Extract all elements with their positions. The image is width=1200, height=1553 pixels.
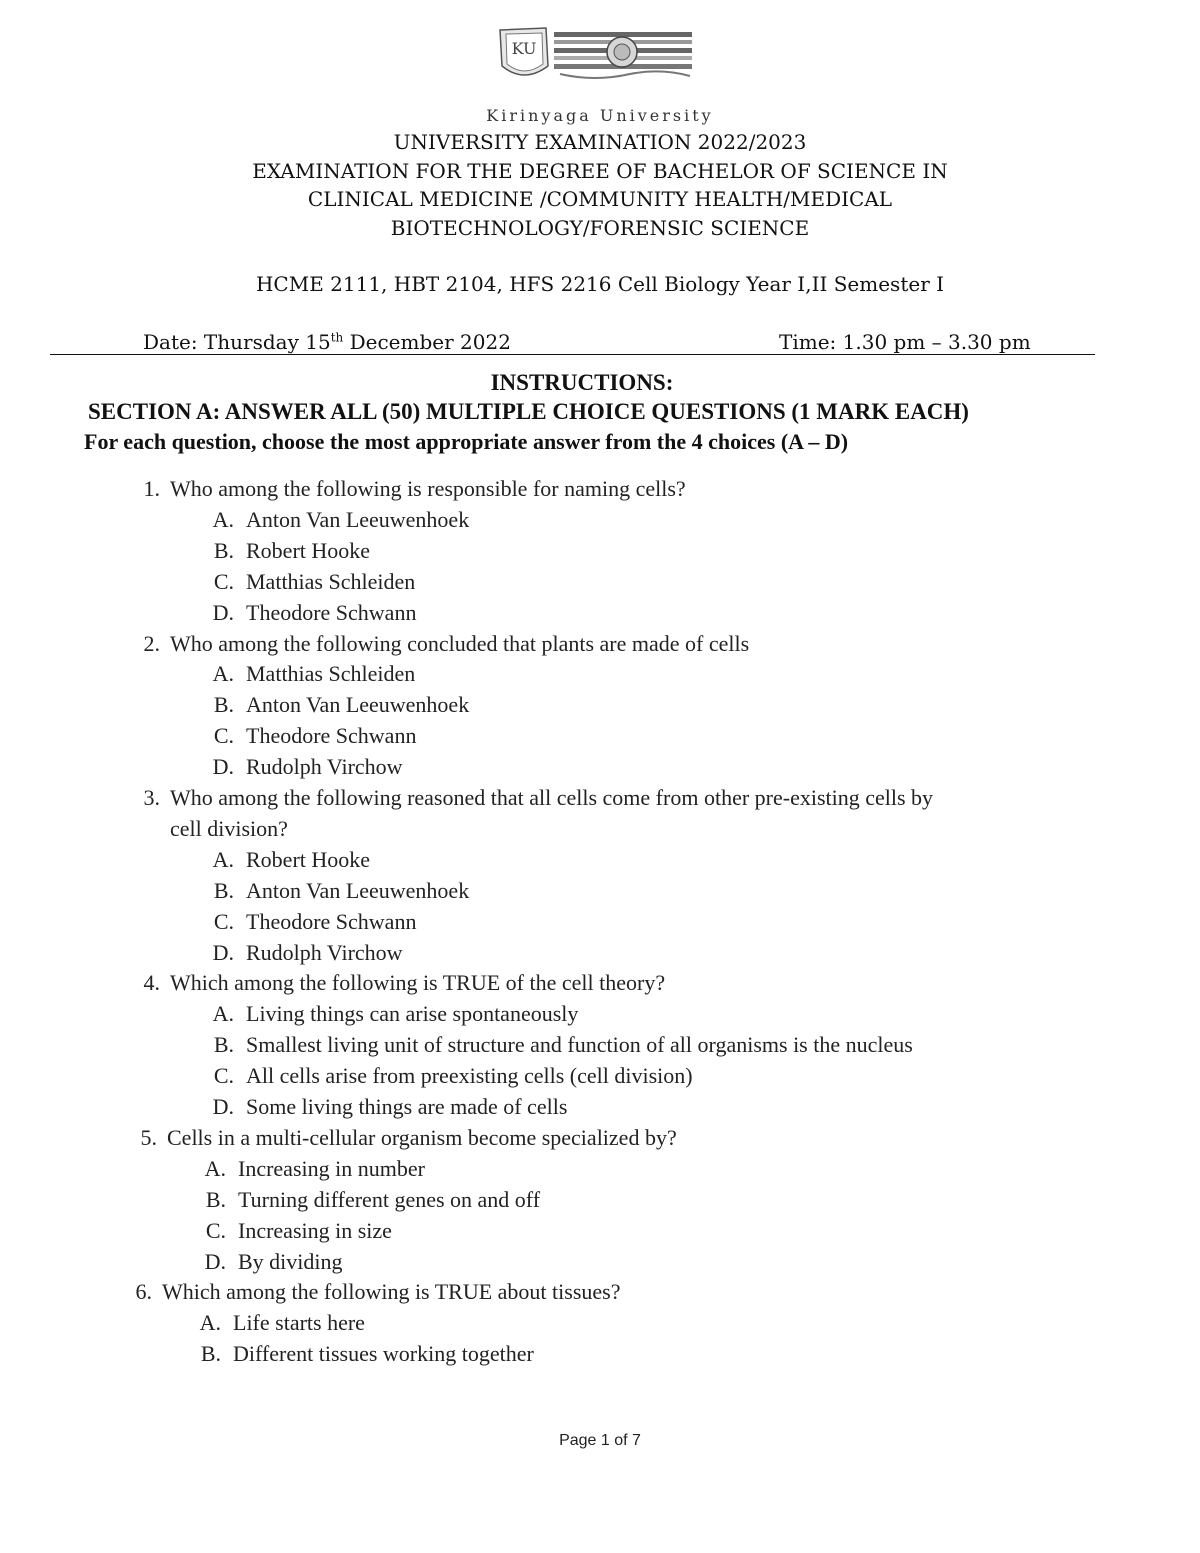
question-number: 4.: [143, 970, 160, 996]
option-text: Theodore Schwann: [246, 723, 417, 749]
option-letter: A.: [212, 506, 234, 532]
option-text: Matthias Schleiden: [246, 568, 416, 594]
option-letter: D.: [212, 599, 234, 625]
option-letter: C.: [213, 568, 234, 594]
page-number: Page 1 of 7: [559, 1432, 641, 1449]
course-line: HCME 2111, HBT 2104, HFS 2216 Cell Biology Year I,II Semester I: [255, 272, 945, 296]
option-text: Anton Van Leeuwenhoek: [246, 692, 470, 718]
option-text: Increasing in size: [238, 1217, 392, 1243]
option-letter: D.: [212, 939, 234, 965]
date-superscript: th: [330, 330, 344, 345]
question-text: Who among the following concluded that plants are made of cells: [170, 630, 750, 656]
header-divider: [50, 354, 1095, 355]
option-text: Robert Hooke: [246, 537, 371, 563]
option-text: Anton Van Leeuwenhoek: [246, 506, 470, 532]
option-letter: A.: [212, 846, 234, 872]
option-text: Different tissues working together: [233, 1341, 534, 1367]
option-text: Rudolph Virchow: [246, 754, 403, 780]
option-text: Living things can arise spontaneously: [246, 1001, 579, 1027]
section-heading: SECTION A: ANSWER ALL (50) MULTIPLE CHOICE QUESTIONS (1 MARK EACH): [88, 399, 969, 424]
header-line: UNIVERSITY EXAMINATION 2022/2023: [393, 130, 807, 154]
question-number: 6.: [135, 1279, 152, 1305]
question-text: Cells in a multi-cellular organism become specialized by?: [167, 1124, 677, 1150]
option-text: Theodore Schwann: [246, 908, 417, 934]
university-crest-icon: [490, 26, 700, 84]
option-letter: B.: [213, 537, 234, 563]
exam-time: Time: 1.30 pm – 3.30 pm: [779, 330, 1031, 354]
instructions-note: For each question, choose the most appropriate answer from the 4 choices (A – D): [84, 429, 849, 454]
header-line: CLINICAL MEDICINE /COMMUNITY HEALTH/MEDICAL: [307, 187, 893, 211]
option-letter: B.: [205, 1186, 226, 1212]
question-text: Which among the following is TRUE about tissues?: [162, 1279, 621, 1305]
option-letter: A.: [204, 1155, 226, 1181]
header-line: BIOTECHNOLOGY/FORENSIC SCIENCE: [390, 215, 810, 240]
option-text: Anton Van Leeuwenhoek: [246, 877, 470, 903]
option-text: Rudolph Virchow: [246, 939, 403, 965]
option-text: Smallest living unit of structure and function of all organisms is the nucleus: [246, 1032, 913, 1058]
option-letter: B.: [213, 1032, 234, 1058]
university-name: Kirinyaga University: [486, 106, 714, 125]
option-text: Some living things are made of cells: [246, 1094, 568, 1119]
instructions-title: INSTRUCTIONS:: [490, 370, 674, 395]
question-text: Who among the following reasoned that all cells come from other pre-existing cells by: [170, 785, 934, 810]
university-logo: [440, 26, 760, 125]
option-text: All cells arise from preexisting cells (cell division): [246, 1063, 693, 1089]
option-letter: A.: [212, 1001, 234, 1027]
svg-text:KU: KU: [511, 39, 537, 58]
option-letter: A.: [212, 661, 234, 687]
option-letter: C.: [213, 908, 234, 934]
date-prefix: Date: Thursday 15: [143, 330, 331, 354]
option-letter: D.: [212, 754, 234, 780]
date-suffix: December 2022: [343, 330, 511, 354]
option-text: Matthias Schleiden: [246, 661, 416, 687]
option-letter: D.: [204, 1248, 226, 1274]
option-letter: B.: [213, 692, 234, 718]
option-text: Life starts here: [233, 1310, 365, 1336]
option-letter: A.: [199, 1310, 221, 1336]
option-text: Theodore Schwann: [246, 599, 417, 625]
option-letter: D.: [212, 1094, 234, 1119]
option-letter: C.: [213, 1063, 234, 1089]
question-number: 1.: [143, 476, 160, 501]
question-number: 5.: [140, 1124, 157, 1150]
question-text: Which among the following is TRUE of the cell theory?: [170, 970, 666, 996]
option-text: Robert Hooke: [246, 846, 371, 872]
option-letter: B.: [213, 877, 234, 903]
question-number: 2.: [143, 630, 160, 656]
question-number: 3.: [143, 785, 160, 810]
option-letter: C.: [213, 723, 234, 749]
option-text: Increasing in number: [238, 1155, 425, 1181]
header-line: EXAMINATION FOR THE DEGREE OF BACHELOR OF SCIENCE IN: [252, 158, 948, 183]
option-text: Turning different genes on and off: [238, 1186, 541, 1212]
exam-date: [143, 330, 511, 354]
question-text: cell division?: [170, 815, 288, 841]
option-text: By dividing: [238, 1248, 343, 1274]
option-letter: C.: [205, 1217, 226, 1243]
exam-header: [0, 128, 1200, 242]
question-text: Who among the following is responsible for naming cells?: [170, 476, 686, 501]
option-letter: B.: [200, 1341, 221, 1367]
